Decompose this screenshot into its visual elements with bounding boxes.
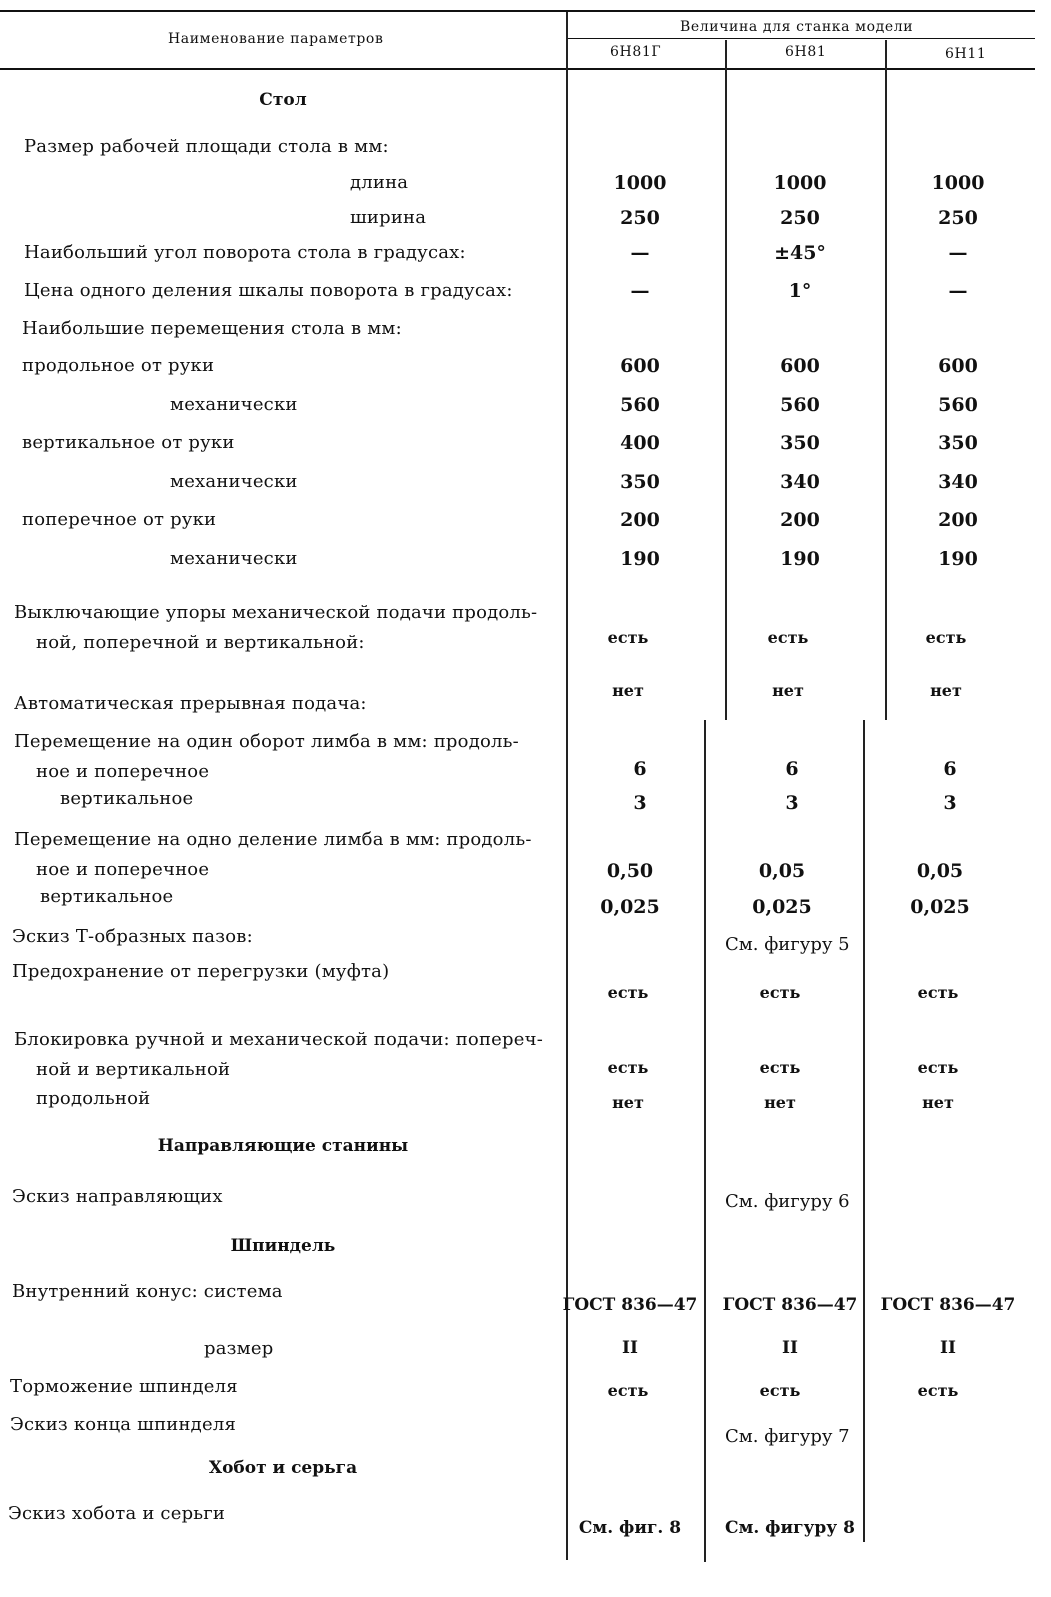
value-cell: 560 <box>938 394 978 416</box>
header-bottom-rule <box>0 68 1035 70</box>
value-cell: 0,025 <box>910 896 970 918</box>
parameter-label: Размер рабочей площади стола в мм: <box>24 136 389 157</box>
header-param-title: Наименование параметров <box>168 31 384 47</box>
value-cell: нет <box>612 1093 644 1112</box>
value-cell: 190 <box>780 548 820 570</box>
value-cell: есть <box>759 983 801 1002</box>
value-cell: II <box>940 1338 956 1358</box>
parameter-label: Блокировка ручной и механической подачи: попереч- <box>14 1029 543 1050</box>
value-cell: есть <box>759 1381 801 1400</box>
value-cell: См. фигуру 8 <box>725 1518 855 1538</box>
parameter-label: поперечное от руки <box>22 509 217 530</box>
value-cell: 0,05 <box>758 860 806 882</box>
parameter-label: вертикальное <box>60 788 194 809</box>
column-separator-2b <box>704 720 706 1562</box>
value-cell: 1000 <box>931 172 985 194</box>
value-cell: 350 <box>938 432 978 454</box>
figure-reference: См. фигуру 5 <box>725 934 850 955</box>
value-cell: есть <box>759 1058 801 1077</box>
value-cell: См. фиг. 8 <box>578 1518 682 1538</box>
value-cell: 190 <box>620 548 660 570</box>
value-cell: есть <box>917 1058 959 1077</box>
parameter-label: Внутренний конус: система <box>12 1281 283 1302</box>
value-cell: 1000 <box>613 172 667 194</box>
value-cell: 250 <box>780 207 820 229</box>
value-cell: II <box>782 1338 798 1358</box>
value-cell: есть <box>607 983 649 1002</box>
value-cell: 600 <box>938 355 978 377</box>
value-cell: 600 <box>780 355 820 377</box>
value-cell: 250 <box>938 207 978 229</box>
value-cell: 3 <box>943 792 957 814</box>
value-cell: II <box>622 1338 638 1358</box>
parameter-label: механически <box>170 394 298 415</box>
figure-reference: См. фигуру 6 <box>725 1191 850 1212</box>
value-cell: есть <box>917 1381 959 1400</box>
value-cell: нет <box>922 1093 954 1112</box>
table-top-rule <box>0 10 1035 12</box>
header-value-title: Величина для станка модели <box>680 19 914 35</box>
header-subrule <box>568 38 1035 39</box>
value-cell: 200 <box>780 509 820 531</box>
section-heading: Стол <box>259 90 307 110</box>
value-cell: 600 <box>620 355 660 377</box>
value-cell: есть <box>925 628 967 647</box>
value-cell: есть <box>607 1058 649 1077</box>
column-separator-3b <box>863 720 865 1542</box>
value-cell: 560 <box>620 394 660 416</box>
figure-reference: См. фигуру 7 <box>725 1426 850 1447</box>
parameter-label: ширина <box>350 207 427 228</box>
parameter-label: продольное от руки <box>22 355 215 376</box>
value-cell: 1° <box>788 280 812 302</box>
header-model-3: 6Н11 <box>945 46 987 62</box>
value-cell: 1000 <box>773 172 827 194</box>
value-cell: ГОСТ 836—47 <box>880 1295 1016 1315</box>
value-cell: нет <box>612 681 644 700</box>
parameter-label: Торможение шпинделя <box>10 1376 238 1397</box>
parameter-label: размер <box>204 1338 274 1359</box>
column-separator-3 <box>885 40 887 720</box>
header-model-2: 6Н81 <box>785 44 827 60</box>
value-cell: нет <box>764 1093 796 1112</box>
value-cell: 190 <box>938 548 978 570</box>
parameter-label: Эскиз конца шпинделя <box>10 1414 237 1435</box>
value-cell: 560 <box>780 394 820 416</box>
value-cell: 0,025 <box>600 896 660 918</box>
value-cell: 3 <box>785 792 799 814</box>
value-cell: 350 <box>780 432 820 454</box>
value-cell: 340 <box>780 471 820 493</box>
parameter-label: Выключающие упоры механической подачи продоль- <box>14 602 538 623</box>
value-cell: есть <box>607 628 649 647</box>
parameter-label: продольной <box>36 1088 151 1109</box>
value-cell: нет <box>930 681 962 700</box>
value-cell: есть <box>607 1381 649 1400</box>
parameter-label: ной, поперечной и вертикальной: <box>36 632 365 653</box>
parameter-label: механически <box>170 548 298 569</box>
parameter-label: вертикальное от руки <box>22 432 235 453</box>
parameter-label: Перемещение на один оборот лимба в мм: продоль- <box>14 731 519 752</box>
header-model-1: 6Н81Г <box>610 44 662 60</box>
value-cell: — <box>630 242 650 264</box>
parameter-label: Эскиз направляющих <box>12 1186 223 1207</box>
value-cell: ±45° <box>774 242 826 264</box>
value-cell: 6 <box>785 758 799 780</box>
parameter-label: Автоматическая прерывная подача: <box>14 693 367 714</box>
parameter-label: Цена одного деления шкалы поворота в градусах: <box>24 280 513 301</box>
section-heading: Направляющие станины <box>157 1136 409 1156</box>
parameter-label: вертикальное <box>40 886 174 907</box>
parameter-label: ное и поперечное <box>36 761 210 782</box>
parameter-label: ной и вертикальной <box>36 1059 231 1080</box>
parameter-label: Эскиз Т-образных пазов: <box>12 926 253 947</box>
section-heading: Шпиндель <box>230 1236 336 1256</box>
parameter-label: механически <box>170 471 298 492</box>
value-cell: — <box>948 242 968 264</box>
value-cell: — <box>948 280 968 302</box>
parameter-label: длина <box>350 172 409 193</box>
value-cell: 3 <box>633 792 647 814</box>
value-cell: есть <box>917 983 959 1002</box>
value-cell: ГОСТ 836—47 <box>562 1295 698 1315</box>
parameter-label: Наибольшие перемещения стола в мм: <box>22 318 402 339</box>
value-cell: нет <box>772 681 804 700</box>
value-cell: 400 <box>620 432 660 454</box>
value-cell: 200 <box>620 509 660 531</box>
parameter-label: Перемещение на одно деление лимба в мм: продоль- <box>14 829 532 850</box>
parameter-label: ное и поперечное <box>36 859 210 880</box>
value-cell: 250 <box>620 207 660 229</box>
parameter-label: Наибольший угол поворота стола в градусах: <box>24 242 466 263</box>
value-cell: 6 <box>943 758 957 780</box>
parameter-label: Эскиз хобота и серьги <box>8 1503 226 1524</box>
section-heading: Хобот и серьга <box>208 1458 358 1478</box>
value-cell: ГОСТ 836—47 <box>722 1295 858 1315</box>
value-cell: 0,50 <box>606 860 654 882</box>
value-cell: — <box>630 280 650 302</box>
value-cell: 0,025 <box>752 896 812 918</box>
value-cell: есть <box>767 628 809 647</box>
value-cell: 350 <box>620 471 660 493</box>
value-cell: 200 <box>938 509 978 531</box>
parameter-label: Предохранение от перегрузки (муфта) <box>12 961 390 982</box>
column-separator-2 <box>725 40 727 720</box>
value-cell: 0,05 <box>916 860 964 882</box>
value-cell: 340 <box>938 471 978 493</box>
value-cell: 6 <box>633 758 647 780</box>
